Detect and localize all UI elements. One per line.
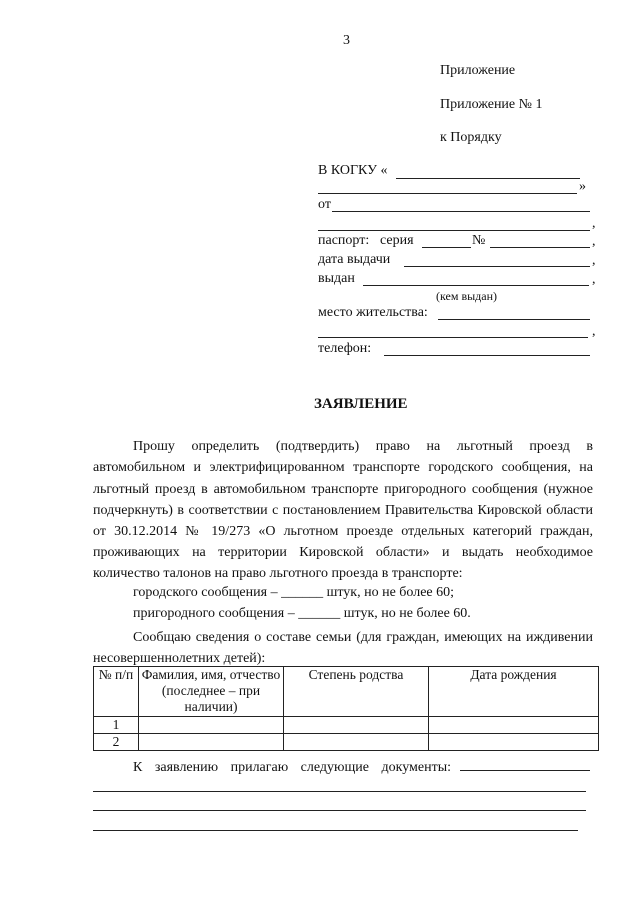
passport-series-field[interactable] — [422, 247, 471, 248]
document-title: ЗАЯВЛЕНИЕ — [314, 396, 408, 412]
table-header-row — [94, 667, 599, 717]
row-relation-cell[interactable] — [284, 734, 429, 751]
to-label: В КОГКУ « — [318, 163, 388, 178]
row-relation-cell[interactable] — [284, 717, 429, 734]
request-line-1: Прошу определить (подтвердить) право на льготный проезд в — [133, 439, 593, 454]
residence-comma: , — [592, 324, 596, 339]
from-label: от — [318, 197, 331, 212]
table-row — [94, 717, 599, 734]
residence-field-line-1[interactable] — [438, 319, 590, 320]
family-intro-line-2: несовершеннолетних детей): — [93, 651, 266, 666]
to-field-line-1[interactable] — [396, 178, 580, 179]
request-line-2: автомобильном и электрифицированном транспорте городского сообщения, на — [93, 460, 593, 475]
residence-field-line-2[interactable] — [318, 337, 588, 338]
request-line-4: подчеркнуть) в соответствии с постановлением Правительства Кировской области — [93, 503, 593, 518]
request-line-3: льготный проезд в автомобильном транспорте пригородного сообщения (нужное — [93, 482, 593, 497]
request-line-6: проживающих на территории Кировской области» и выдать необходимое — [93, 545, 593, 560]
passport-comma: , — [592, 234, 596, 249]
close-quote: » — [579, 179, 586, 194]
series-label: серия — [380, 233, 414, 248]
header-relation: Степень родства — [284, 667, 429, 717]
request-line-5: от 30.12.2014 № 19/273 «О льготном проезде отдельных категорий граждан, — [93, 524, 593, 539]
header-birth: Дата рождения — [429, 667, 599, 717]
number-label: № — [472, 233, 486, 248]
issued-by-comma: , — [592, 272, 596, 287]
row-name-cell[interactable] — [139, 717, 284, 734]
phone-field[interactable] — [384, 355, 590, 356]
suburban-tickets-line: пригородного сообщения – ______ штук, но не более 60. — [133, 606, 471, 621]
passport-number-field[interactable] — [490, 247, 590, 248]
header-num: № п/п — [94, 667, 139, 717]
row-num: 1 — [94, 717, 139, 734]
row-birth-cell[interactable] — [429, 717, 599, 734]
passport-label: паспорт: — [318, 233, 370, 248]
page-number: 3 — [343, 33, 350, 48]
from-field-line-2[interactable] — [318, 230, 590, 231]
table-row — [94, 734, 599, 751]
row-birth-cell[interactable] — [429, 734, 599, 751]
header-to-order: к Порядку — [440, 130, 502, 145]
family-intro-line-1: Сообщаю сведения о составе семьи (для граждан, имеющих на иждивении — [133, 630, 593, 645]
city-tickets-line: городского сообщения – ______ штук, но не более 60; — [133, 585, 455, 600]
from-comma: , — [592, 216, 596, 231]
issued-by-label: выдан — [318, 271, 355, 286]
to-field-line-2[interactable] — [318, 193, 577, 194]
documents-field-line-2[interactable] — [93, 791, 586, 792]
issued-by-field[interactable] — [363, 285, 589, 286]
documents-field-line-4[interactable] — [93, 830, 578, 831]
family-table — [93, 666, 599, 751]
request-line-7: количество талонов на право льготного проезда в транспорте: — [93, 566, 463, 581]
issue-date-label: дата выдачи — [318, 252, 391, 267]
documents-field-line-1[interactable] — [460, 770, 590, 771]
issued-by-hint: (кем выдан) — [436, 289, 498, 303]
row-num: 2 — [94, 734, 139, 751]
row-name-cell[interactable] — [139, 734, 284, 751]
header-appendix: Приложение — [440, 63, 516, 78]
documents-field-line-3[interactable] — [93, 810, 586, 811]
issue-date-comma: , — [592, 253, 596, 268]
header-name: Фамилия, имя, отчество (последнее – при наличии) — [139, 667, 284, 717]
header-appendix-number: Приложение № 1 — [440, 97, 543, 112]
issue-date-field[interactable] — [404, 266, 590, 267]
from-field-line-1[interactable] — [332, 211, 590, 212]
documents-label: К заявлению прилагаю следующие документы: — [133, 760, 451, 775]
residence-label: место жительства: — [318, 305, 428, 320]
phone-label: телефон: — [318, 341, 372, 356]
